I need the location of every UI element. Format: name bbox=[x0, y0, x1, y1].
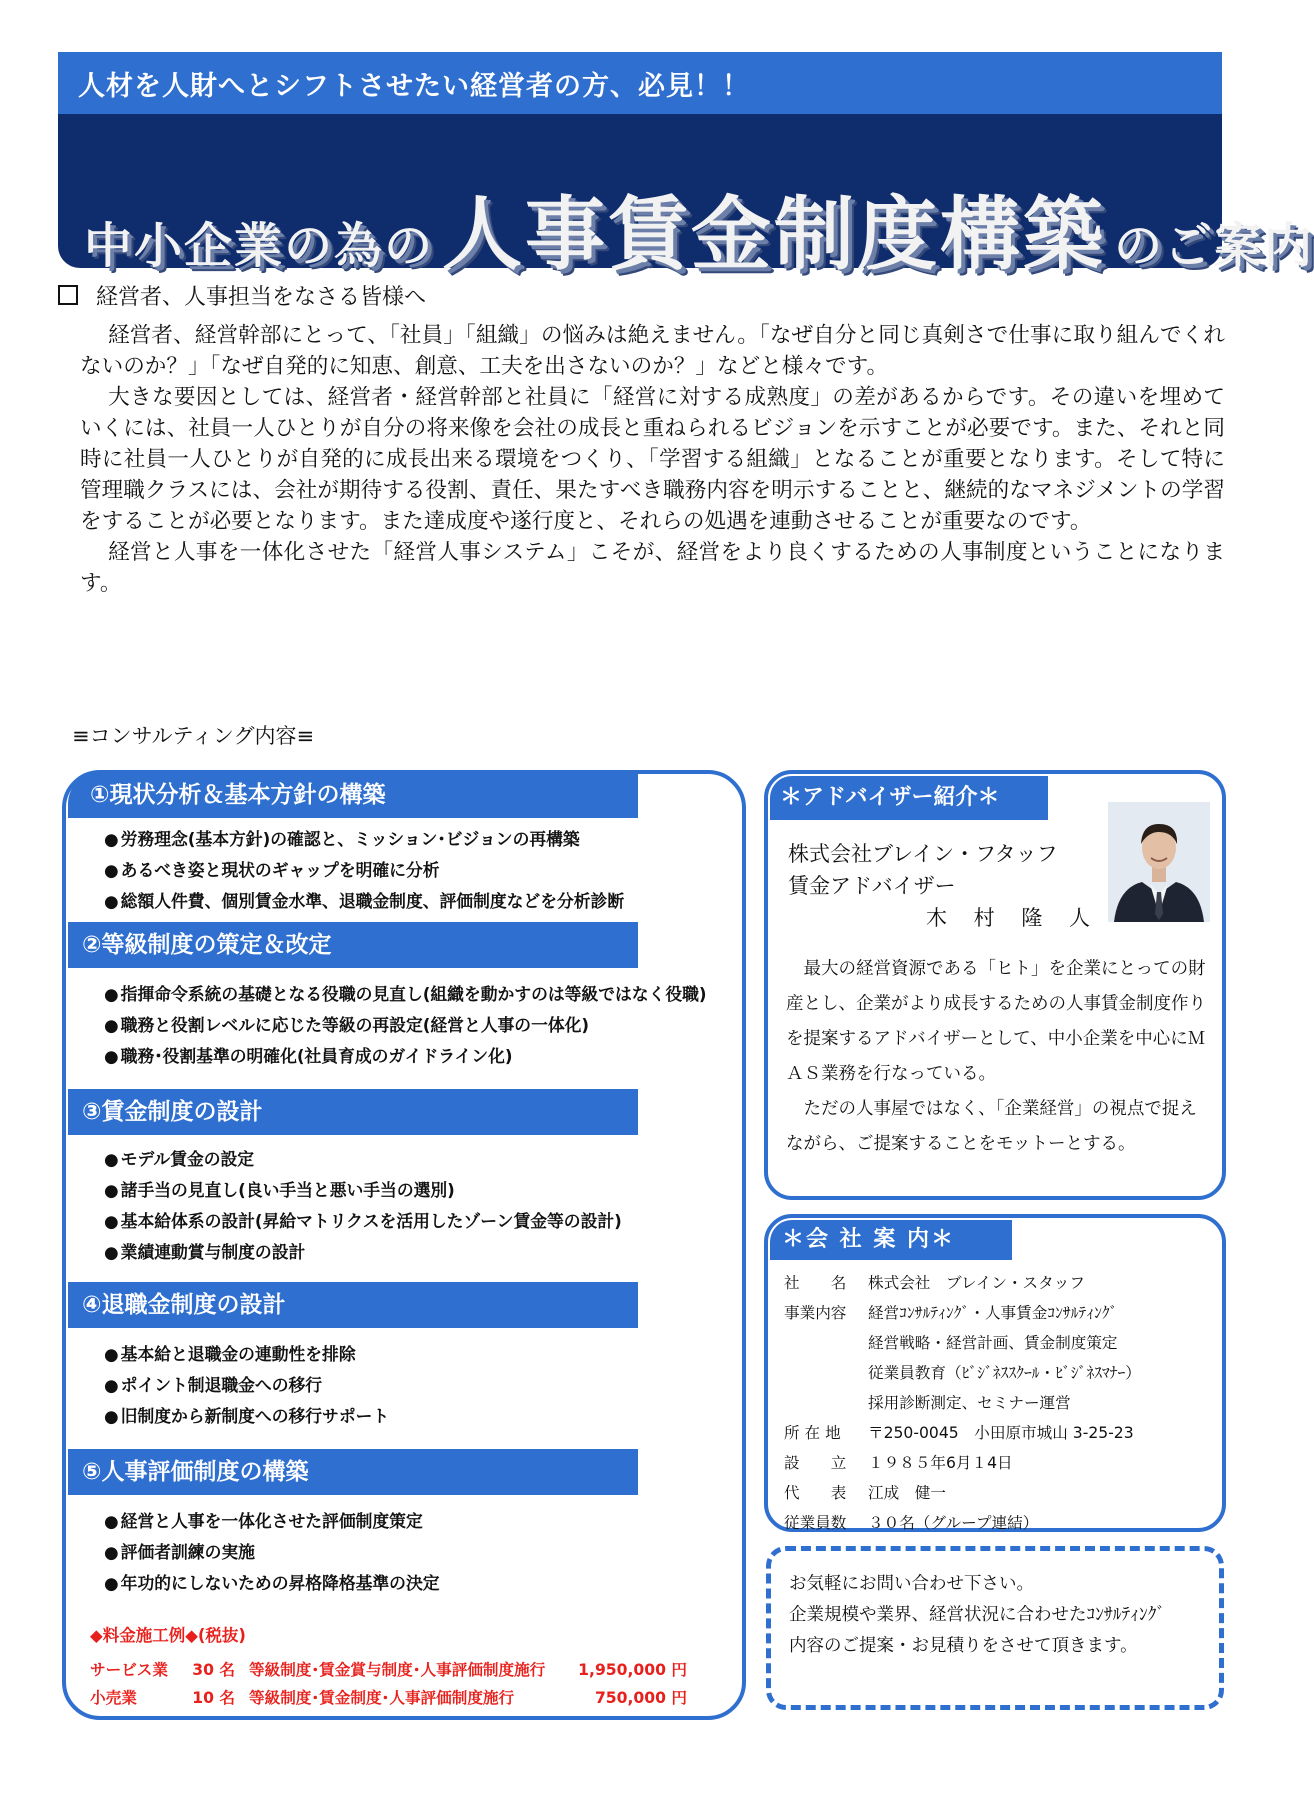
contact-box bbox=[766, 1546, 1224, 1710]
company-value-line: １９８５年6月１4日 bbox=[868, 1454, 1013, 1472]
fee-row bbox=[90, 1656, 687, 1684]
company-row bbox=[784, 1268, 1141, 1298]
company-label: 所 在 地 bbox=[784, 1424, 841, 1442]
fee-examples-title: ◆料金施工例◆(税抜) bbox=[90, 1626, 246, 1645]
intro-heading bbox=[58, 280, 426, 311]
banner-tagline-bar bbox=[58, 52, 1222, 114]
intro-paragraph: 経営と人事を一体化させた「経営人事システム」こそが、経営をより良くするための人事制度ということになります。 bbox=[80, 540, 1225, 596]
company-value bbox=[868, 1478, 946, 1508]
company-row bbox=[784, 1508, 1141, 1538]
section-4-list bbox=[104, 1339, 389, 1432]
section-5-header: ⑤人事評価制度の構築 bbox=[68, 1449, 638, 1495]
list-item: ● 総額人件費、個別賃金水準、退職金制度、評価制度などを分析診断 bbox=[104, 886, 624, 917]
list-item: ● モデル賃金の設定 bbox=[104, 1144, 622, 1175]
section-3-list bbox=[104, 1144, 622, 1268]
fee-amount: 750,000 円 bbox=[594, 1689, 687, 1707]
list-item: ● 諸手当の見直し(良い手当と悪い手当の選別) bbox=[104, 1175, 622, 1206]
advisor-panel bbox=[764, 770, 1226, 1200]
company-value-line: 従業員教育（ﾋﾞｼﾞﾈｽｽｸｰﾙ・ﾋﾞｼﾞﾈｽﾏﾅｰ） bbox=[868, 1364, 1141, 1382]
list-item: ● あるべき姿と現状のギャップを明確に分析 bbox=[104, 855, 624, 886]
consulting-panel bbox=[62, 770, 746, 1720]
fee-row bbox=[90, 1684, 687, 1712]
company-header: ＊会 社 案 内＊ bbox=[770, 1220, 1012, 1260]
company-label: 事業内容 bbox=[784, 1304, 847, 1322]
intro-body bbox=[80, 320, 1225, 599]
fee-category: サービス業 bbox=[90, 1661, 168, 1679]
company-info-table bbox=[784, 1268, 1141, 1538]
list-item: ● 経営と人事を一体化させた評価制度策定 bbox=[104, 1506, 440, 1537]
company-value bbox=[868, 1268, 1085, 1298]
fee-description: 等級制度･賃金制度･人事評価制度施行 bbox=[249, 1689, 515, 1707]
company-value bbox=[868, 1418, 1134, 1448]
advisor-role: 賃金アドバイザー bbox=[788, 874, 956, 898]
contact-line: 内容のご提案・お見積りをさせて頂きます。 bbox=[789, 1636, 1138, 1656]
list-item: ● 基本給体系の設計(昇給マトリクスを活用したゾーン賃金等の設計) bbox=[104, 1206, 622, 1237]
checkbox-icon bbox=[58, 285, 78, 305]
section-1-header: ①現状分析＆基本方針の構築 bbox=[68, 772, 638, 818]
list-item: ● 労務理念(基本方針)の確認と、ミッション･ビジョンの再構築 bbox=[104, 824, 624, 855]
section-2-header: ②等級制度の策定＆改定 bbox=[68, 922, 638, 968]
page-title bbox=[84, 170, 1314, 285]
company-row bbox=[784, 1418, 1141, 1448]
title-suffix: のご案内 bbox=[1114, 218, 1314, 274]
company-value-line: 経営ｺﾝｻﾙﾃｨﾝｸﾞ・人事賃金ｺﾝｻﾙﾃｨﾝｸﾞ bbox=[868, 1304, 1118, 1322]
list-item: ● 基本給と退職金の連動性を排除 bbox=[104, 1339, 389, 1370]
company-row bbox=[784, 1448, 1141, 1478]
fee-description: 等級制度･賃金賞与制度･人事評価制度施行 bbox=[249, 1661, 546, 1679]
company-panel bbox=[764, 1214, 1226, 1532]
list-item: ● 業績連動賞与制度の設計 bbox=[104, 1237, 622, 1268]
list-item: ● 職務･役割基準の明確化(社員育成のガイドライン化) bbox=[104, 1041, 707, 1072]
company-value-line: 株式会社 ブレイン・スタッフ bbox=[868, 1274, 1085, 1292]
intro-paragraph: 経営者、経営幹部にとって、「社員」「組織」の悩みは絶えません。「なぜ自分と同じ真剣さで仕事に取り組んでくれないのか？」「なぜ自発的に知恵、創意、工夫を出さないのか？」などと様々です。 bbox=[80, 323, 1225, 379]
company-label: 代 表 bbox=[784, 1484, 847, 1502]
list-item: ● 年功的にしないための昇格降格基準の決定 bbox=[104, 1568, 440, 1599]
advisor-header: ＊アドバイザー紹介＊ bbox=[770, 776, 1048, 820]
advisor-identity bbox=[788, 838, 1100, 934]
advisor-bio-paragraph: ただの人事屋ではなく、「企業経営」の視点で捉えながら、ご提案することをモットーとする。 bbox=[786, 1099, 1197, 1154]
section-2-list bbox=[104, 979, 707, 1072]
fee-examples bbox=[90, 1622, 687, 1712]
company-value-line: 江成 健一 bbox=[868, 1484, 946, 1502]
intro-paragraph: 大きな要因としては、経営者・経営幹部と社員に「経営に対する成熟度」の差があるからです。その違いを埋めていくには、社員一人ひとりが自分の将来像を会社の成長と重ねられるビジョンを示すことが必要です。また、それと同時に社員一人ひとりが自発的に成長出来る環境をつくり、「学習する組織」となることが重要となります。そして特に管理職クラスには、会社が期待する役割、責任、果たすべき職務内容を明示することと、継続的なマネジメントの学習をすることが必要となります。また達成度や遂行度と、それらの処遇を連動させることが重要なのです。 bbox=[80, 385, 1225, 534]
list-item: ● 旧制度から新制度への移行サポート bbox=[104, 1401, 389, 1432]
list-item: ● ポイント制退職金への移行 bbox=[104, 1370, 389, 1401]
section-4-header: ④退職金制度の設計 bbox=[68, 1282, 638, 1328]
fee-count: 10 名 bbox=[192, 1689, 235, 1707]
company-label: 社 名 bbox=[784, 1274, 847, 1292]
title-main: 人事賃金制度構築 bbox=[442, 188, 1107, 281]
section-3-header: ③賃金制度の設計 bbox=[68, 1089, 638, 1135]
intro-heading-text: 経営者、人事担当をなさる皆様へ bbox=[96, 285, 427, 310]
contact-line: 企業規模や業界、経営状況に合わせたｺﾝｻﾙﾃｨﾝｸﾞ bbox=[789, 1605, 1166, 1625]
consulting-label: ≡コンサルティング内容≡ bbox=[72, 724, 315, 748]
section-1-list bbox=[104, 824, 624, 917]
company-value-line: ３０名（グループ連結） bbox=[868, 1514, 1039, 1532]
company-value-line: 採用診断測定、セミナー運営 bbox=[868, 1394, 1071, 1412]
fee-count: 30 名 bbox=[192, 1661, 235, 1679]
fee-category: 小売業 bbox=[90, 1689, 137, 1707]
contact-text bbox=[789, 1569, 1165, 1662]
contact-line: お気軽にお問い合わせ下さい。 bbox=[789, 1574, 1034, 1594]
banner-tagline: 人材を人財へとシフトさせたい経営者の方、必見！！ bbox=[78, 71, 750, 102]
company-value-line: 〒250-0045 小田原市城山 3-25-23 bbox=[868, 1424, 1134, 1442]
title-banner bbox=[58, 52, 1314, 281]
section-5-list bbox=[104, 1506, 440, 1599]
advisor-name: 木 村 隆 人 bbox=[926, 906, 1101, 930]
company-label: 従業員数 bbox=[784, 1514, 847, 1532]
company-value bbox=[868, 1298, 1141, 1418]
advisor-photo bbox=[1108, 802, 1210, 922]
company-row bbox=[784, 1298, 1141, 1418]
advisor-bio-paragraph: 最大の経営資源である「ヒト」を企業にとっての財産とし、企業がより成長するための人事賃金制度作りを提案するアドバイザーとして、中小企業を中心にＭＡＳ業務を行なっている。 bbox=[786, 959, 1206, 1084]
list-item: ● 指揮命令系統の基礎となる役職の見直し(組織を動かすのは等級ではなく役職) bbox=[104, 979, 707, 1010]
advisor-company: 株式会社ブレイン・フタッフ bbox=[788, 842, 1058, 866]
advisor-portrait-icon bbox=[1108, 802, 1210, 922]
company-value bbox=[868, 1508, 1038, 1538]
title-prefix: 中小企業の為の bbox=[84, 218, 435, 274]
fee-amount: 1,950,000 円 bbox=[578, 1661, 687, 1679]
list-item: ● 評価者訓練の実施 bbox=[104, 1537, 440, 1568]
list-item: ● 職務と役割レベルに応じた等級の再設定(経営と人事の一体化) bbox=[104, 1010, 707, 1041]
company-value-line: 経営戦略・経営計画、賃金制度策定 bbox=[868, 1334, 1118, 1352]
company-row bbox=[784, 1478, 1141, 1508]
company-label: 設 立 bbox=[784, 1454, 847, 1472]
advisor-bio bbox=[786, 952, 1206, 1162]
company-value bbox=[868, 1448, 1013, 1478]
